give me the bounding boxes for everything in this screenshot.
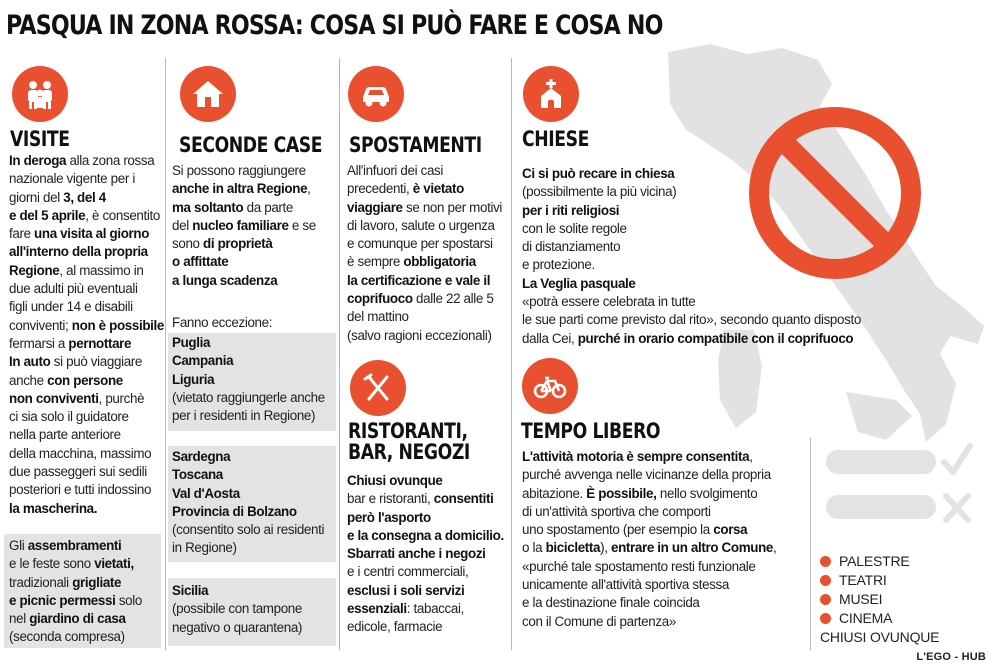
text-line: della macchina, massimo [9,445,152,461]
text-line: è sempre obbligatoria [347,254,476,270]
text-line: sono di proprietà [172,236,273,252]
text-line: Sbarrati anche i negozi [347,546,486,562]
exceptions-label: Fanno eccezione: [172,315,273,330]
text-line: Chiusi ovunque [347,473,443,488]
column-divider [165,58,166,650]
text-line: dalla Cei, purché in orario compatibile con il coprifuoco [522,330,854,346]
text-line: di un'attività sportiva che comporti [522,503,711,519]
text-line: In deroga alla zona rossa [9,153,155,168]
text-line: Val d'Aosta [172,485,240,501]
bullet-dot-icon [820,613,831,624]
chiese-text [522,165,882,348]
text-line: «purché tale spostamento resti funzionale [522,558,756,574]
text-line: due adulti più eventuali [9,281,138,297]
text-line: esclusi i soli servizi [347,582,465,598]
checklist-bar [826,450,936,474]
text-line: anche in altra Regione, [172,181,311,197]
text-line: purché avvenga nelle vicinanze della propria [522,467,771,483]
text-line: nel giardino di casa [9,611,126,627]
text-line: di lavoro, salute o urgenza [347,217,495,233]
text-line: abitazione. È possibile, nello svolgimento [522,485,758,501]
tempo-libero-heading: TEMPO LIBERO [521,419,661,443]
text-line: La Veglia pasquale [522,275,636,291]
text-line: del mattino [347,309,409,325]
cross-icon [940,490,974,526]
text-line: Gli assembramenti [9,538,122,553]
text-line: di distanziamento [522,239,621,255]
seconde-case-text [172,162,338,290]
text-line: figli under 14 e disabili [9,299,133,315]
tempo-libero-text [522,448,812,631]
text-line: (vietato raggiungerle anche [172,389,325,405]
visite-heading: VISITE [10,127,70,151]
bullet-dot-icon [820,575,831,586]
text-line: la mascherina. [9,500,98,516]
text-line: e le feste sono vietati, [9,556,134,572]
text-line: posteriori e tutti indossino [9,482,152,498]
text-line: e la consegna a domicilio. [347,527,504,543]
legend-item: TEATRI [820,571,939,590]
text-line: tradizionali grigliate [9,574,122,590]
exceptions-group3-text [172,582,334,637]
text-line: nella parte anteriore [9,427,121,443]
text-line: per i residenti in Regione) [172,408,316,424]
text-line: conviventi; non è possibile [9,317,165,333]
text-line: edicole, farmacie [347,619,443,635]
text-line: però l'asporto [347,509,431,525]
text-line: (consentito solo ai residenti [172,522,325,538]
text-line: «potrà essere celebrata in tutte [522,294,696,310]
text-line: con le solite regole [522,220,627,236]
checklist-bar [826,495,936,519]
text-line: anche con persone [9,372,123,388]
text-line: fermarsi a pernottare [9,335,132,351]
column-divider [511,58,512,650]
chiese-heading: CHIESE [522,127,589,151]
text-line: la certificazione e vale il [347,272,491,288]
text-line: coprifuoco dalle 22 alle 5 [347,291,494,307]
text-line: e comunque per spostarsi [347,236,493,252]
text-line: con il Comune di partenza» [522,613,676,629]
exceptions-group1-text [172,334,334,425]
text-line: Sardegna [172,449,231,464]
text-line: fare una visita al giorno [9,226,150,242]
text-line: uno spostamento (per esempio la corsa [522,522,748,538]
text-line: e i centri commerciali, [347,564,469,580]
ristoranti-heading-1: RISTORANTI, [348,419,468,443]
text-line: o la bicicletta), entrare in un altro Comune, [522,540,777,556]
text-line: Campania [172,353,234,369]
legend-item: CINEMA [820,609,939,628]
text-line: (seconda compresa) [9,629,125,645]
text-line: Regione, al massimo in [9,262,144,278]
text-line: ci sia solo il guidatore [9,409,129,425]
text-line: e la destinazione finale coincida [522,595,700,611]
spostamenti-heading: SPOSTAMENTI [349,133,482,157]
text-line: all'interno della propria [9,244,148,260]
page-title: PASQUA IN ZONA ROSSA: COSA SI PUÒ FARE E COSA NO [6,10,663,41]
legend-item: MUSEI [820,590,939,609]
text-line: due passeggeri sui sedili [9,464,147,480]
check-icon [940,440,974,480]
text-line: precedenti, è vietato [347,181,464,197]
visite-text [9,152,165,518]
legend-item: PALESTRE [820,552,939,571]
bicycle-icon [522,358,578,414]
text-line: negativo o quarantena) [172,619,303,635]
text-line: viaggiare se non per motivi [347,199,503,215]
text-line: e picnic permessi solo [9,592,142,608]
text-line: All'infuori dei casi [347,163,444,178]
text-line: L'attività motoria è sempre consentita, [522,449,753,464]
text-line: unicamente all'attività sportiva stessa [522,577,729,593]
column-divider [339,58,340,650]
text-line: le sue parti come previsto dal rito», secondo quanto disposto [522,312,861,328]
text-line: (salvo ragioni eccezionali) [347,327,492,343]
text-line: e protezione. [522,257,595,273]
seconde-case-heading: SECONDE CASE [179,133,323,157]
bullet-dot-icon [820,594,831,605]
credit: L'EGO - HUB [916,651,986,663]
text-line: (possibilmente la più vicina) [522,184,677,200]
text-line: Provincia di Bolzano [172,503,297,519]
church-icon [523,66,579,122]
car-icon [348,66,404,122]
text-line: nazionale vigente per i [9,171,135,187]
closed-places-legend [820,552,939,647]
text-line: del nucleo familiare e se [172,217,316,233]
text-line: Toscana [172,467,223,483]
text-line: Ci si può recare in chiesa [522,166,675,181]
text-line: Liguria [172,371,215,387]
text-line: e del 5 aprile, è consentito [9,207,160,223]
text-line: bar e ristoranti, consentiti [347,491,494,507]
legend-footer: CHIUSI OVUNQUE [820,629,940,645]
text-line: Puglia [172,335,211,350]
exceptions-group2-text [172,448,334,558]
bullet-dot-icon [820,556,831,567]
people-icon [12,66,68,122]
ristoranti-heading-2: BAR, NEGOZI [348,440,470,464]
ristoranti-text [347,472,509,637]
visite-assembramenti-text [9,537,161,647]
text-line: giorni del 3, del 4 [9,189,106,205]
spostamenti-text [347,162,509,345]
text-line: non conviventi, purchè [9,390,145,406]
text-line: Si possono raggiungere [172,163,306,178]
text-line: ma soltanto da parte [172,199,294,215]
text-line: Sicilia [172,583,209,598]
cutlery-icon [350,360,406,416]
house-icon [180,66,236,122]
text-line: (possibile con tampone [172,601,303,617]
text-line: o affittate [172,254,229,270]
text-line: per i riti religiosi [522,202,620,218]
text-line: a lunga scadenza [172,272,278,288]
text-line: in Regione) [172,540,237,556]
text-line: essenziali: tabaccai, [347,601,464,617]
text-line: In auto si può viaggiare [9,354,143,370]
